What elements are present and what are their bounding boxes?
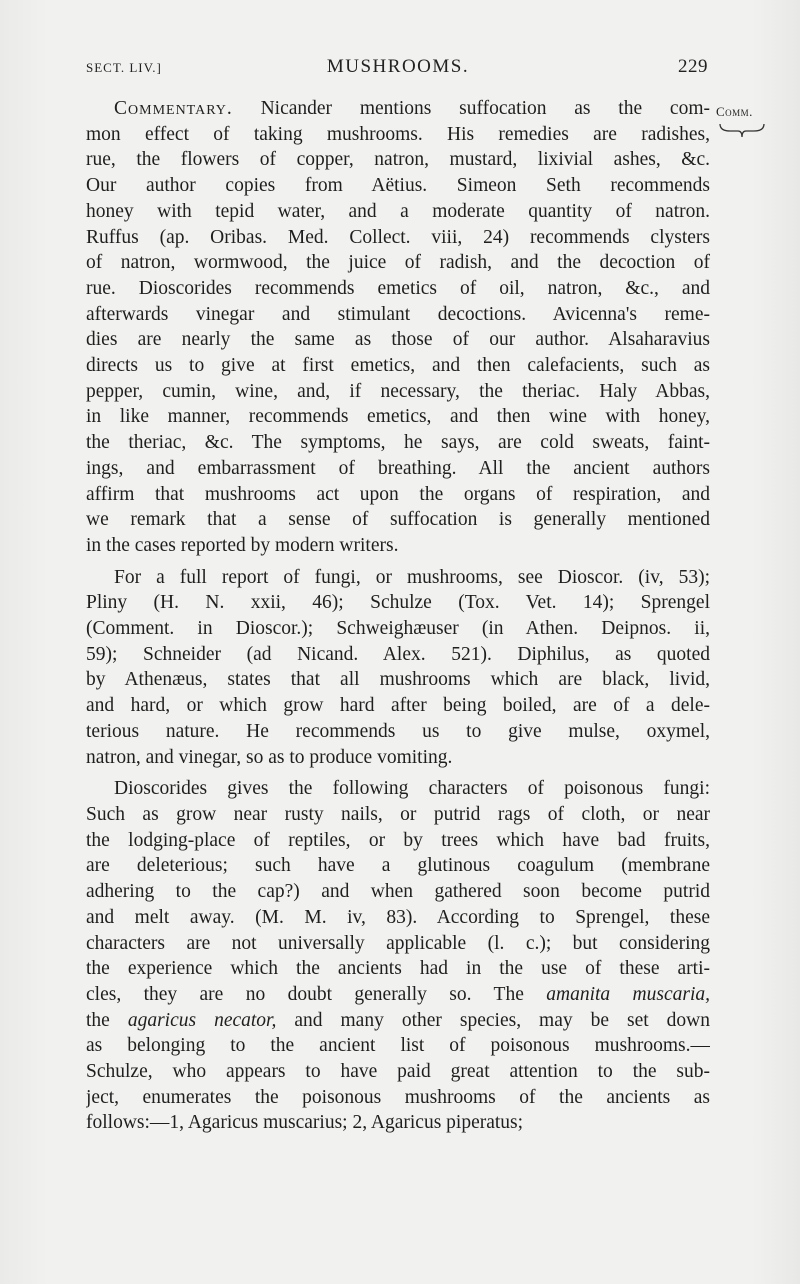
line-text: and many other species, may be set down xyxy=(276,1009,710,1031)
text-line xyxy=(86,353,710,379)
text-line xyxy=(86,590,710,616)
text-line xyxy=(86,879,710,905)
species-name: amanita muscaria, xyxy=(546,983,710,1005)
text-line xyxy=(86,828,710,854)
text-line xyxy=(86,616,710,642)
line-text: For a full report of fungi, or mushrooms, see Dioscor. (iv, 53); xyxy=(114,566,710,588)
text-line xyxy=(86,250,710,276)
line-text: Pliny (H. N. xxii, 46); Schulze (Tox. Vet. 14); Sprengel xyxy=(86,592,710,614)
line-text: Nicander mentions suffocation as the com- xyxy=(232,98,710,119)
line-text: of natron, wormwood, the juice of radish, and the decoction of xyxy=(86,252,710,274)
text-line xyxy=(86,905,710,931)
text-line xyxy=(86,379,710,405)
line-text: Dioscorides gives the following characters of poisonous fungi: xyxy=(114,778,710,800)
text-line xyxy=(86,1110,710,1136)
text-line xyxy=(86,533,710,559)
margin-brace-icon xyxy=(718,122,766,138)
text-line xyxy=(86,1059,710,1085)
line-text: in like manner, recommends emetics, and then wine with honey, xyxy=(86,406,710,428)
body-text xyxy=(86,96,710,1142)
line-text: Our author copies from Aëtius. Simeon Seth recommends xyxy=(86,175,710,197)
text-line xyxy=(86,565,710,591)
page-number: 229 xyxy=(678,56,708,77)
line-text: terious nature. He recommends us to give mulse, oxymel, xyxy=(86,720,710,742)
text-line xyxy=(86,225,710,251)
text-line xyxy=(86,430,710,456)
text-line xyxy=(86,1008,710,1034)
line-text: adhering to the cap?) and when gathered soon become putrid xyxy=(86,881,710,903)
line-text: we remark that a sense of suffocation is generally mentioned xyxy=(86,509,710,531)
line-text: directs us to give at first emetics, and then calefacients, such as xyxy=(86,355,710,377)
line-text: Ruffus (ap. Oribas. Med. Collect. viii, 24) recommends clysters xyxy=(86,226,710,248)
line-text: characters are not universally applicable (l. c.); but considering xyxy=(86,932,710,954)
text-line xyxy=(86,96,710,122)
line-text: rue. Dioscorides recommends emetics of oil, natron, &c., and xyxy=(86,277,710,299)
text-line xyxy=(86,147,710,173)
line-text: and melt away. (M. M. iv, 83). According to Sprengel, these xyxy=(86,906,710,928)
text-line xyxy=(86,693,710,719)
section-label: SECT. LIV.] xyxy=(86,60,162,75)
text-line xyxy=(86,802,710,828)
text-line xyxy=(86,667,710,693)
text-line xyxy=(86,719,710,745)
paragraph xyxy=(86,96,710,559)
text-line xyxy=(86,776,710,802)
text-line xyxy=(86,482,710,508)
line-text: cles, they are no doubt generally so. The xyxy=(86,983,547,1005)
line-text: afterwards vinegar and stimulant decoctions. Avicenna's reme- xyxy=(86,303,710,325)
line-text: the theriac, &c. The symptoms, he says, are cold sweats, faint- xyxy=(86,432,710,454)
paragraph xyxy=(86,776,710,1136)
commentary-label: Commentary. xyxy=(114,98,233,119)
line-text: as belonging to the ancient list of poisonous mushrooms.— xyxy=(86,1035,710,1057)
text-line xyxy=(86,173,710,199)
line-text: rue, the flowers of copper, natron, mustard, lixivial ashes, &c. xyxy=(86,149,710,171)
line-text: Such as grow near rusty nails, or putrid rags of cloth, or near xyxy=(86,803,710,825)
text-line xyxy=(86,1033,710,1059)
line-text: 59); Schneider (ad Nicand. Alex. 521). Diphilus, as quoted xyxy=(86,643,710,665)
page-title: MUSHROOMS. xyxy=(326,56,470,77)
text-line xyxy=(86,327,710,353)
text-line xyxy=(86,956,710,982)
text-line xyxy=(86,122,710,148)
line-text: the experience which the ancients had in the use of these arti- xyxy=(86,958,710,980)
margin-note: Comm. xyxy=(716,104,753,119)
line-text: by Athenæus, states that all mushrooms which are black, livid, xyxy=(86,669,710,691)
line-text: and hard, or which grow hard after being boiled, are of a dele- xyxy=(86,695,710,717)
text-line xyxy=(86,982,710,1008)
paragraph xyxy=(86,565,710,771)
line-text: natron, and vinegar, so as to produce vomiting. xyxy=(86,746,453,768)
line-text: are deleterious; such have a glutinous coagulum (membrane xyxy=(86,855,710,877)
line-text: affirm that mushrooms act upon the organs of respiration, and xyxy=(86,483,710,505)
text-line xyxy=(86,745,710,771)
text-line xyxy=(86,507,710,533)
text-line xyxy=(86,1085,710,1111)
line-text: (Comment. in Dioscor.); Schweighæuser (in Athen. Deipnos. ii, xyxy=(86,618,710,640)
line-text: ings, and embarrassment of breathing. All the ancient authors xyxy=(86,457,710,479)
line-text: the lodging-place of reptiles, or by trees which have bad fruits, xyxy=(86,829,710,851)
text-line xyxy=(86,276,710,302)
text-line xyxy=(86,931,710,957)
text-line xyxy=(86,642,710,668)
line-text: Schulze, who appears to have paid great attention to the sub- xyxy=(86,1061,710,1083)
text-line xyxy=(86,853,710,879)
species-name: agaricus necator, xyxy=(127,1009,277,1031)
text-line xyxy=(86,404,710,430)
line-text: in the cases reported by modern writers. xyxy=(86,534,399,556)
text-line xyxy=(86,199,710,225)
line-text: honey with tepid water, and a moderate quantity of natron. xyxy=(86,200,710,222)
line-text: follows:—1, Agaricus muscarius; 2, Agaricus piperatus; xyxy=(86,1112,524,1134)
line-text: the xyxy=(86,1009,128,1031)
line-text: mon effect of taking mushrooms. His remedies are radishes, xyxy=(86,123,710,145)
running-header xyxy=(86,56,710,86)
line-text: pepper, cumin, wine, and, if necessary, the theriac. Haly Abbas, xyxy=(86,380,710,402)
line-text: ject, enumerates the poisonous mushrooms of the ancients as xyxy=(86,1086,710,1108)
text-line xyxy=(86,302,710,328)
line-text: dies are nearly the same as those of our author. Alsaharavius xyxy=(86,329,710,351)
text-line xyxy=(86,456,710,482)
